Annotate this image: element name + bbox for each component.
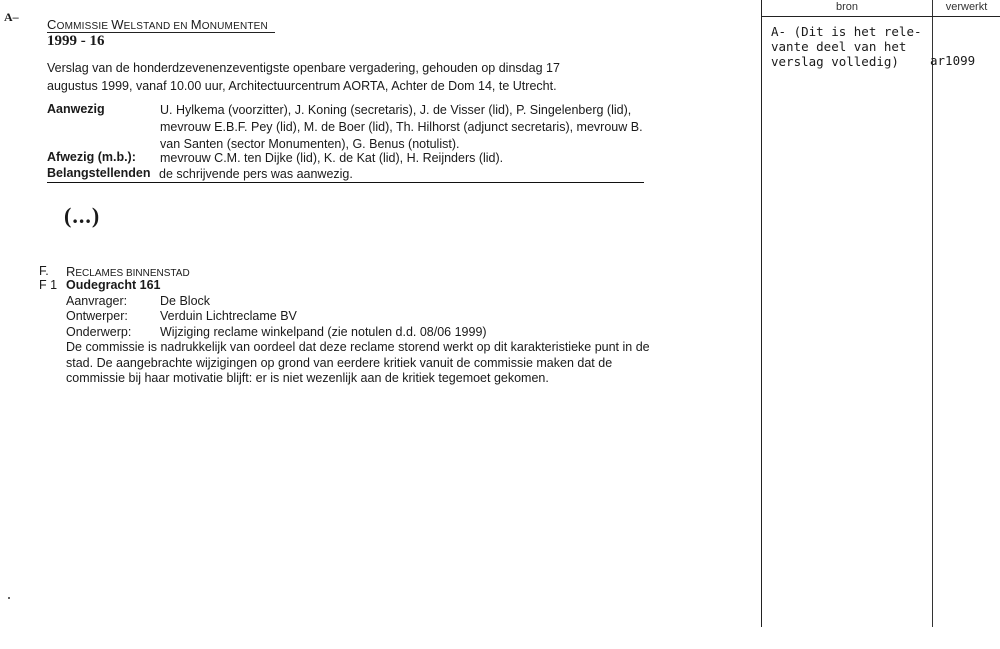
org-part-3: ONUMENTEN bbox=[201, 21, 268, 32]
subject-label: Onderwerp: bbox=[66, 325, 132, 339]
present-label: Aanwezig bbox=[47, 102, 105, 116]
org-part-1: OMMISSIE bbox=[56, 21, 112, 32]
section-letter: F. bbox=[39, 264, 49, 278]
org-part-2: ELSTAND EN bbox=[123, 21, 191, 32]
applicant-label: Aanvrager: bbox=[66, 294, 128, 308]
designer-label: Ontwerper: bbox=[66, 309, 128, 323]
interested-label: Belangstellenden bbox=[47, 166, 151, 180]
scan-speck bbox=[8, 597, 10, 599]
org-initial-m: M bbox=[190, 17, 202, 32]
item-body: De commissie is nadrukkelijk van oordeel dat deze reclame storend werkt op dit karakteristieke punt in de stad. De aangebrachte wijzigingen op grond van eerdere kritiek vanuit de commissie maken dat de commissie bij haar motivatie blijft: er is niet wezenlijk aan de kritiek tegemoet gekomen. bbox=[66, 340, 650, 385]
subject-value: Wijziging reclame winkelpand (zie notulen d.d. 08/06 1999) bbox=[160, 325, 487, 339]
section-title-rest: ECLAMES BINNENSTAD bbox=[75, 268, 190, 279]
item-title: Oudegracht 161 bbox=[66, 278, 161, 292]
processed-code: ar1099 bbox=[930, 53, 976, 68]
org-initial-c: C bbox=[47, 17, 57, 32]
intro-paragraph: Verslag van de honderdzevenenzeventigste openbare vergadering, gehouden op dinsdag 17 augustus 1999, vanaf 10.00 uur, Architectuurcentrum AORTA, Achter de Dom 14, te Utrecht. bbox=[47, 61, 560, 93]
section-title-initial: R bbox=[66, 264, 76, 279]
absent-list: mevrouw C.M. ten Dijke (lid), K. de Kat (lid), H. Reijnders (lid). bbox=[160, 151, 504, 165]
margin-mark: A– bbox=[4, 10, 19, 24]
applicant-value: De Block bbox=[160, 294, 211, 308]
section-title bbox=[66, 264, 190, 279]
processed-column-header: verwerkt bbox=[945, 1, 988, 13]
source-column-header: bron bbox=[835, 1, 859, 13]
omission-marker: (...) bbox=[64, 203, 101, 228]
column-divider-right bbox=[932, 0, 933, 627]
absent-label: Afwezig (m.b.): bbox=[47, 150, 136, 164]
document-number: 1999 - 16 bbox=[47, 33, 105, 49]
source-note: A- (Dit is het rele- vante deel van het verslag volledig) bbox=[771, 24, 922, 69]
designer-value: Verduin Lichtreclame BV bbox=[160, 309, 297, 323]
interested-text: de schrijvende pers was aanwezig. bbox=[159, 167, 353, 181]
org-initial-w: W bbox=[111, 17, 124, 32]
column-divider-left bbox=[761, 0, 762, 627]
item-number: F 1 bbox=[39, 278, 58, 292]
column-header-rule bbox=[761, 16, 1000, 17]
section-divider bbox=[47, 182, 644, 183]
organization-title bbox=[47, 17, 268, 32]
present-list: U. Hylkema (voorzitter), J. Koning (secretaris), J. de Visser (lid), P. Singelenberg (lid), mevrouw E.B.F. Pey (lid), M. de Boer (lid), Th. Hilhorst (adjunct secretaris), mevrouw B. van Santen (sector Monumenten), G. Benus (notulist). bbox=[160, 103, 643, 151]
